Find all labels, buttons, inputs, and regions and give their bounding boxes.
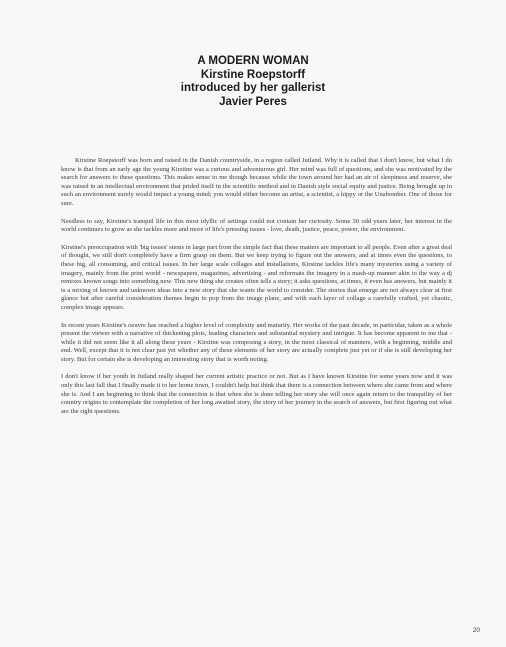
paragraph-2: Needless to say, Kirstine's tranquil life in this most idyllic of settings could not contain her curiosity. Some 30 odd years later, her interest in the world continues to grow as she tackles more and more of life's pressing issues - love, death, justice, peace, power, the environment. [61, 217, 452, 234]
article-body [61, 157, 452, 425]
article-heading [0, 55, 506, 109]
paragraph-3: Kirstine's preoccupation with 'big issues' stems in large part from the simple fact that these matters are important to all people. Even after a great deal of thought, we still don't completely have a firm grasp on them. But we keep trying to figure out the answers, and at times even the questions, to these big, all consuming, and critical issues. In her large scale collages and installations, Kirstine tackles life's many mysteries using a variety of imagery, mainly from the print world - newspapers, magazines, advertising - and reformats the imagery in a mash-up manner akin to the way a dj remixes known songs into something new. This new thing she creates often tells a story; it asks questions, at times, it even has answers, but mainly it is a mixing of known and unknown ideas into a new story that she wants the world to consider. The stories that emerge are not always clear at first glance but after careful consideration themes begin to pop from the image plane, and with each layer of collage a carefully crafted, yet chaotic, complex image appears. [61, 243, 453, 311]
artist-name: Kirstine Roepstorff [200, 68, 306, 81]
page-number: 20 [472, 627, 480, 634]
paragraph-5: I don't know if her youth in Jutland really shaped her current artistic practice or not. But as I have known Kirstine for some years now and it was only this last fall that I finally made it to her home town, I couldn't help but think that there is a connection between where she came from and where she is. And I am beginning to think that the connection is that when she is done telling her story she will once again return to the tranquility of her country origins to contemplate the completion of her long awaited story, the story of her journey in the search of answers, but first figuring out what are the right questions. [61, 373, 452, 415]
byline-intro: introduced by her gallerist [180, 82, 326, 94]
paragraph-4: In recent years Kirstine's oeuvre has reached a higher level of complexity and maturity. Her works of the past decade, in particular, taken as a whole present the viewer with a narrative of thickening plots, leading characters and substantial mystery and intrigue. It has become apparent to me that - while it did not seem like it all along these years - Kirstine was composing a story, in the most classical of manners, with a beginning, middle and end. Well, except that it is not clear just yet whether any of these elements of her story are actually complete just yet or if she is still developing her story. But for certain she is developing an interesting story that is worth noting. [61, 321, 452, 363]
paragraph-1: Kirstine Roepstorff was born and raised in the Danish countryside, in a region called Jutland. Why it is called that I don't know, but what I do know is that from an early age the young Kirstine was a curious and adventurous girl. Her mind was full of questions, and she was motivated by the search for answers to these questions. This makes sense to me though because while the town around her had an air of sleepiness and reserve, she was raised in an intellectual environment that prided itself in the scientific method and in Danish style social equity and justice. Being brought up in such an environment surely would impact a young mind; you would either become an artist, a scientist, a hippy or the Unabomber. One of those for sure. [61, 157, 452, 207]
article-title: A MODERN WOMAN [197, 55, 309, 67]
author-name: Javier Peres [219, 95, 287, 108]
